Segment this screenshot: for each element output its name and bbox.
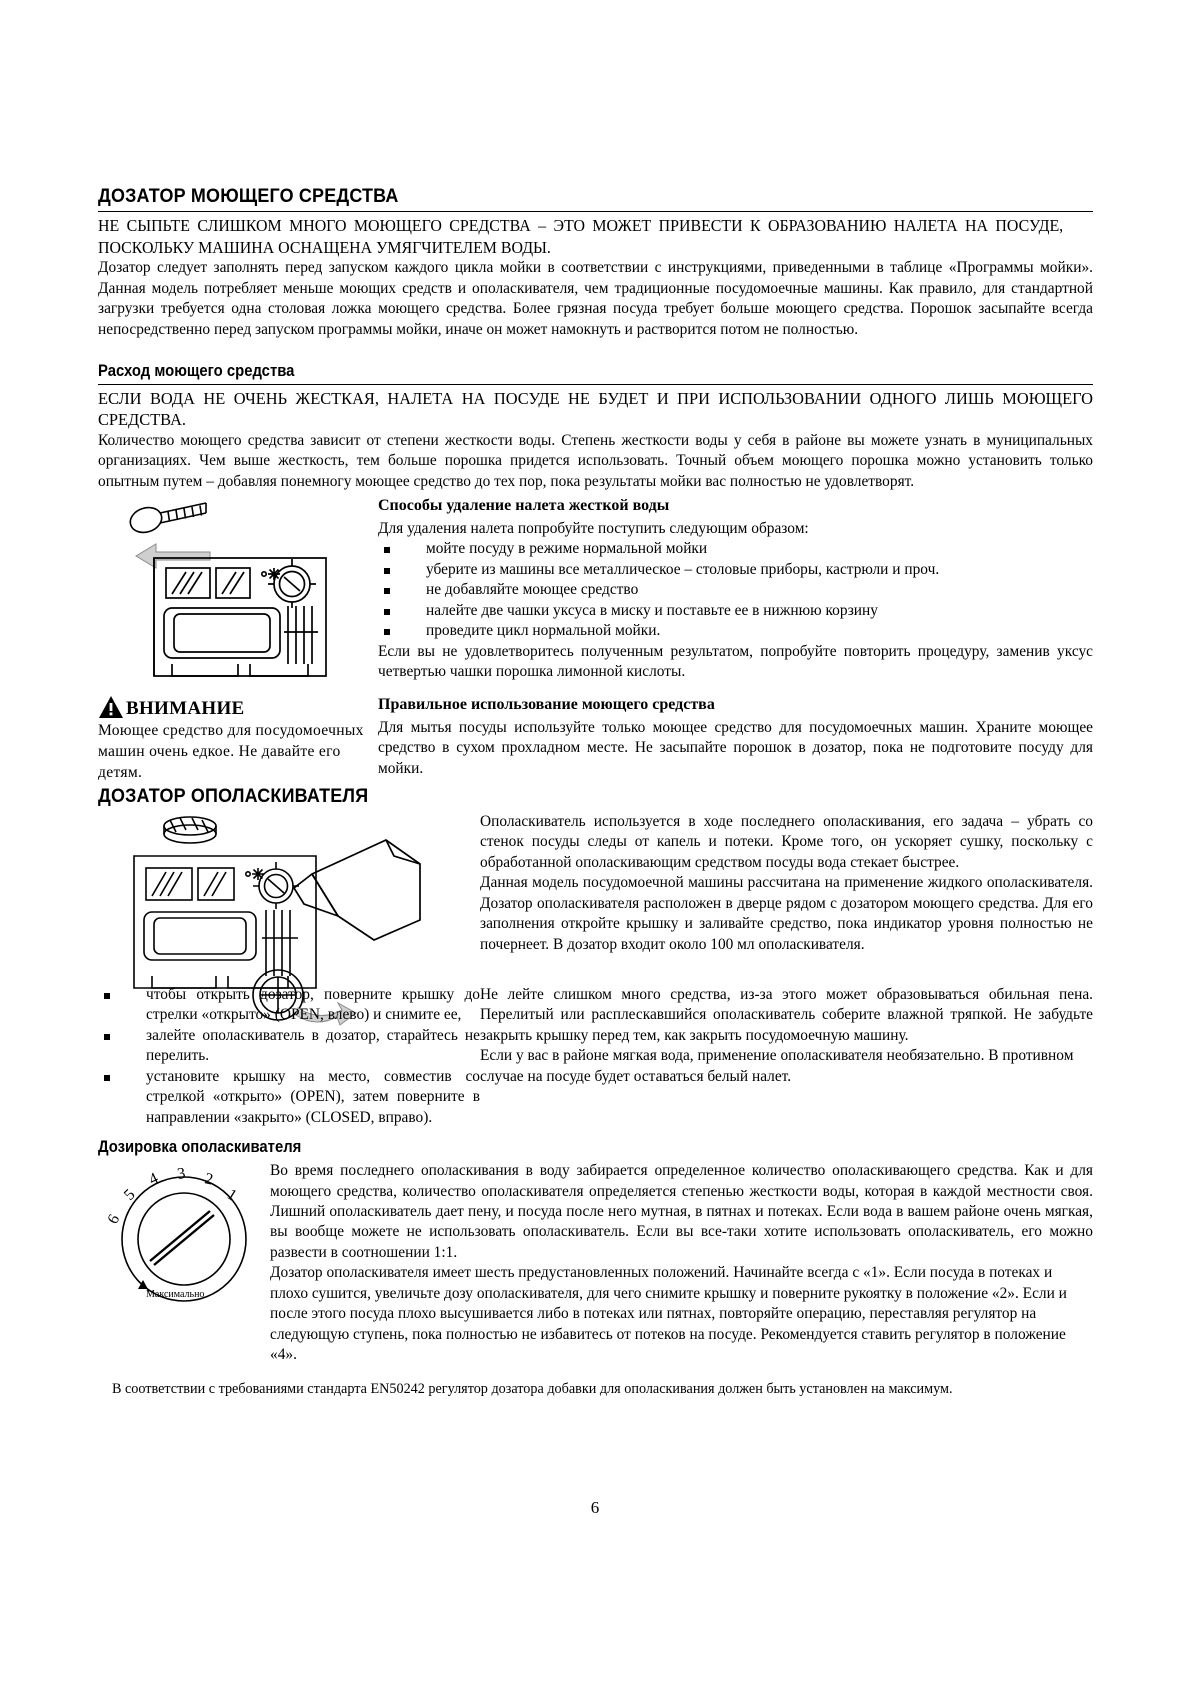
correct-use-body: Для мытья посуды используйте только моющее средство для посудомоечных машин. Храните моющее средство в сухом прохладном месте. Не засыпайте порошок в дозатор, пока не подготовите посуду для мойки.: [378, 718, 1093, 777]
consumption-caps-paragraph: ЕСЛИ ВОДА НЕ ОЧЕНЬ ЖЕСТКАЯ, НАЛЕТА НА ПОСУДЕ НЕ БУДЕТ И ПРИ ИСПОЛЬЗОВАНИИ ОДНОГО ЛИШЬ МОЮЩЕГО СРЕДСТВА.: [98, 388, 1093, 430]
rinse-aid-steps-column: [98, 985, 480, 1128]
rinse-aid-paragraph-1: Ополаскиватель используется в ходе последнего ополаскивания, его задача – убрать со стенок посуды следы от капель и потеки. Кроме того, он ускоряет сушку, поскольку с обработанной ополаскивающим средством посуды вода стекает быстрее.: [480, 812, 1093, 871]
list-item: чтобы открыть дозатор, поверните крышку до стрелки «открыто» (OPEN, влево) и снимите ее,: [98, 985, 480, 1026]
hard-water-steps-list: [378, 539, 1093, 641]
dosage-paragraph-2: Дозатор ополаскивателя имеет шесть предустановленных положений. Начинайте всегда с «1». Если посуда в потеках и плохо сушится, увеличьте дозу ополаскивателя, для чего снимите крышку и поверните рукоятку в положение «2». Если и после этого посуда плохо высушивается либо в потеках или пятнах, повторяйте операцию, переставляя регулятор на следующую ступень, пока полностью не избавитесь от потеков на посуде. Рекомендуется ставить регулятор в положение «4».: [270, 1264, 1067, 1364]
hard-water-closing: Если вы не удовлетворитесь полученным результатом, попробуйте повторить процедуру, заменив уксус четвертью чашки порошка лимонной кислоты.: [378, 642, 1093, 681]
page-number: 6: [590, 1498, 600, 1517]
knob-label-6: 6: [104, 1211, 124, 1227]
consumption-title: Расход моющего средства: [98, 362, 295, 381]
list-item: мойте посуду в режиме нормальной мойки: [378, 539, 1093, 559]
hard-water-heading: Способы удаление налета жесткой воды: [378, 497, 670, 515]
dosage-paragraph-1: Во время последнего ополаскивания в воду забирается определенное количество ополаскивающего средства. Как и для моющего средства, количество ополаскивателя определяется степенью жесткости воды, которая в каждой местности своя. Лишний ополаскиватель дает пену, и посуда после него мутная, в пятнах и потеках. Если вода в вашем районе очень мягкая, вы вообще можете не использовать ополаскиватель. Если вы все-таки хотите использовать ополаскиватель, его можно развести в соотношении 1:1.: [270, 1162, 1093, 1261]
dosage-title: Дозировка ополаскивателя: [98, 1138, 302, 1157]
list-item: уберите из машины все металлическое – столовые приборы, кастрюли и проч.: [378, 560, 1093, 580]
knob-label-3: 3: [176, 1165, 187, 1183]
caution-body: Моющее средство для посудомоечных машин очень едкое. Не давайте его детям.: [98, 722, 364, 782]
standard-compliance-note: В соответствии с требованиями стандарта EN50242 регулятор дозатора добавки для ополаскивания должен быть установлен на максимум.: [112, 1380, 953, 1397]
detergent-dispenser-illustration-area: [98, 496, 370, 783]
knob-label-5: 5: [120, 1186, 139, 1204]
rinse-aid-paragraph-3: Не лейте слишком много средства, из-за этого может образовываться обильная пена. Перелитый или расплескавшийся ополаскиватель соберите влажной тряпкой. Не забудьте закрыть крышку перед тем, как закрыть посудомоечную машину.: [480, 985, 1093, 1044]
rinse-aid-text-column-2: [480, 985, 1093, 1087]
dosage-text-column: [270, 1161, 1093, 1366]
list-item: налейте две чашки уксуса в миску и поставьте ее в нижнюю корзину: [378, 601, 1093, 621]
consumption-body-paragraph: Количество моющего средства зависит от степени жесткости воды. Степень жесткости воды у себя в районе вы можете узнать в муниципальных организациях. Чем выше жесткость, тем больше порошка придется использовать. Точный объем моющего порошка можно установить только опытным путем – добавляя понемногу моющее средство до тех пор, пока результаты мойки вас полностью не удовлетворят.: [98, 431, 1093, 490]
knob-max-label: Максимально: [146, 1289, 205, 1301]
knob-label-1: 1: [223, 1185, 240, 1205]
correct-use-heading: Правильное использование моющего средства: [378, 695, 715, 713]
hard-water-lead: Для удаления налета попробуйте поступить следующим образом:: [378, 519, 809, 537]
title-divider: [98, 211, 1093, 212]
knob-label-4: 4: [146, 1169, 161, 1189]
list-item: не добавляйте моющее средство: [378, 580, 1093, 600]
rinse-aid-text-column: [480, 812, 1093, 955]
consumption-divider: [98, 384, 1093, 385]
page-content: [98, 185, 1093, 1399]
list-item: установите крышку на место, совместив со стрелкой «открыто» (OPEN), затем поверните в направлении «закрыто» (CLOSED, вправо).: [98, 1067, 480, 1128]
dosage-knob-illustration-area: [98, 1161, 270, 1326]
rinse-aid-dispenser-title: ДОЗАТОР ОПОЛАСКИВАТЕЛЯ: [98, 785, 369, 808]
rinse-aid-dosage-knob-diagram: [98, 1161, 270, 1321]
knob-label-2: 2: [203, 1170, 215, 1189]
caution-header: [98, 695, 370, 719]
detergent-warning-caps: НЕ СЫПЬТЕ СЛИШКОМ МНОГО МОЮЩЕГО СРЕДСТВА – ЭТО МОЖЕТ ПРИВЕСТИ К ОБРАЗОВАНИЮ НАЛЕТА НА ПОСУДЕ, ПОСКОЛЬКУ МАШИНА ОСНАЩЕНА УМЯГЧИТЕЛЕМ ВОДЫ.: [98, 216, 1064, 257]
rinse-aid-paragraph-4: Если у вас в районе мягкая вода, применение ополаскивателя необязательно. В противном случае на посуде будет оставаться белый налет.: [480, 1047, 1074, 1085]
list-item: залейте ополаскиватель в дозатор, старайтесь не перелить.: [98, 1026, 480, 1067]
caution-word: ВНИМАНИЕ: [126, 698, 245, 720]
detergent-intro-paragraph: Дозатор следует заполнять перед запуском каждого цикла мойки в соответствии с инструкциями, приведенными в таблице «Программы мойки». Данная модель потребляет меньше моющих средств и ополаскивателя, чем традиционные посудомоечные машины. Как правило, для стандартной загрузки требуется одна столовая ложка моющего средства. Более грязная посуда требует больше моющего средства. Порошок засыпайте всегда непосредственно перед запуском программы мойки, иначе он может намокнуть и растворится потом не полностью.: [98, 259, 1093, 338]
detergent-dispenser-title: ДОЗАТОР МОЮЩЕГО СРЕДСТВА: [98, 185, 399, 207]
rinse-aid-paragraph-2: Данная модель посудомоечной машины рассчитана на применение жидкого ополаскивателя. Дозатор ополаскивателя расположен в дверце рядом с дозатором моющего средства. Для его заполнения откройте крышку и заливайте средство, пока индикатор уровня полностью не почернеет. В дозатор входит около 100 мл ополаскивателя.: [480, 874, 1093, 953]
detergent-dispenser-diagram: [98, 496, 358, 686]
rinse-aid-steps-list: [98, 985, 480, 1128]
warning-triangle-icon: [98, 695, 124, 719]
hard-water-column: [370, 496, 1093, 779]
list-item: проведите цикл нормальной мойки.: [378, 621, 1093, 641]
arrow-icon: [136, 544, 210, 568]
